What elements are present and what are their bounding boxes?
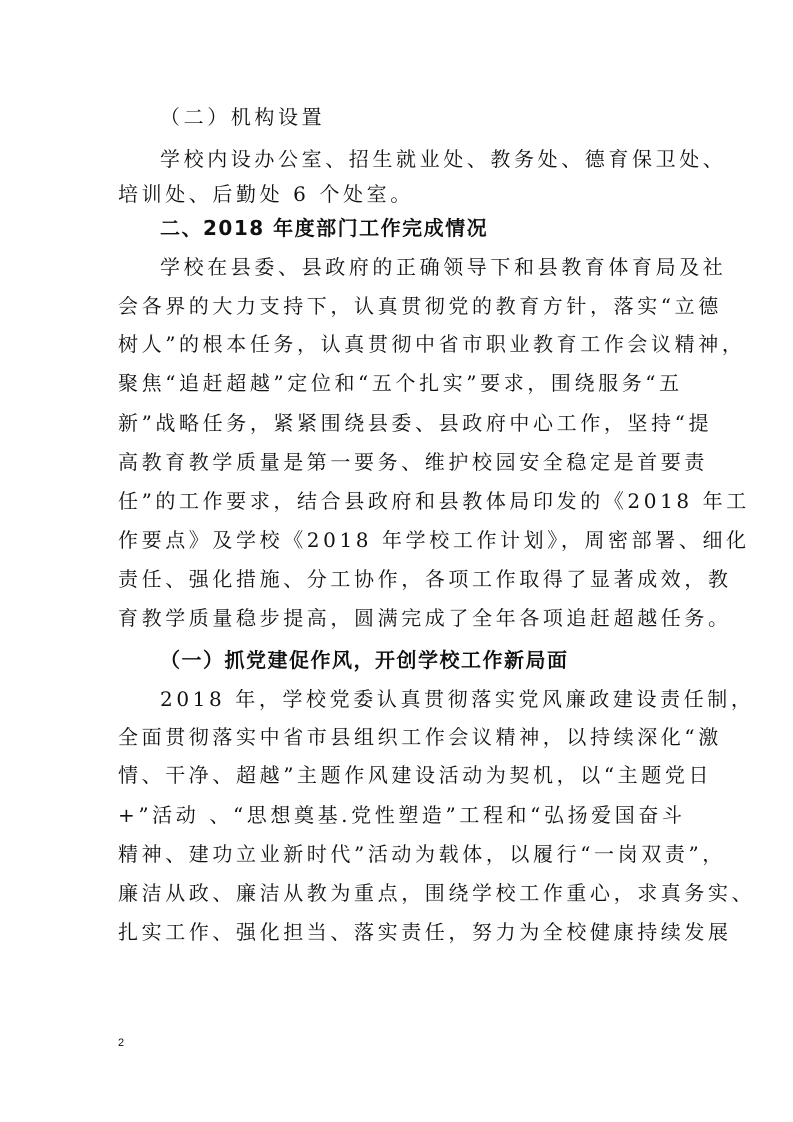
paragraph-line: 会各界的大力支持下，认真贯彻党的教育方针，落实“立德: [118, 294, 722, 318]
paragraph-line: 任”的工作要求，结合县政府和县教体局印发的《2018 年工: [118, 489, 750, 513]
paragraph-line: 学校在县委、县政府的正确领导下和县教育体育局及社: [160, 255, 727, 279]
paragraph-line: 责任、强化措施、分工协作，各项工作取得了显著成效，教: [118, 567, 732, 591]
page-number: 2: [118, 1037, 125, 1049]
section-subheading-organization: （二）机构设置: [160, 105, 326, 129]
paragraph-line: 情、干净、超越”主题作风建设活动为契机，以“主题党日: [118, 763, 713, 787]
section-heading-work-completion: 二、2018 年度部门工作完成情况: [160, 216, 489, 240]
paragraph-line: 学校内设办公室、招生就业处、教务处、德育保卫处、: [160, 147, 727, 171]
subsection-heading-party-building: （一）抓党建促作风，开创学校工作新局面: [160, 648, 569, 672]
paragraph-line: 廉洁从政、廉洁从教为重点，围绕学校工作重心，求真务实、: [118, 881, 756, 905]
paragraph-line: 扎实工作、强化担当、落实责任，努力为全校健康持续发展: [118, 920, 732, 944]
paragraph-line: 培训处、后勤处 6 个处室。: [118, 182, 414, 206]
paragraph-line: 新”战略任务，紧紧围绕县委、县政府中心工作，坚持“提: [118, 411, 713, 435]
paragraph-line: 高教育教学质量是第一要务、维护校园安全稳定是首要责: [118, 450, 708, 474]
paragraph-line: 精神、建功立业新时代”活动为载体，以履行“一岗双责”，: [118, 842, 726, 866]
paragraph-line: 全面贯彻落实中省市县组织工作会议精神，以持续深化“激: [118, 725, 722, 749]
paragraph-line: 作要点》及学校《2018 年学校工作计划》，周密部署、细化: [118, 528, 750, 552]
paragraph-line: 2018 年，学校党委认真贯彻落实党风廉政建设责任制，: [160, 687, 755, 711]
paragraph-line: +”活动 、“思想奠基.党性塑造”工程和“弘扬爱国奋斗: [118, 803, 686, 827]
paragraph-line: 育教学质量稳步提高，圆满完成了全年各项追赶超越任务。: [118, 606, 732, 630]
paragraph-line: 树人”的根本任务，认真贯彻中省市职业教育工作会议精神，: [118, 332, 746, 356]
paragraph-line: 聚焦“追赶超越”定位和“五个扎实”要求，围绕服务“五: [118, 371, 683, 395]
